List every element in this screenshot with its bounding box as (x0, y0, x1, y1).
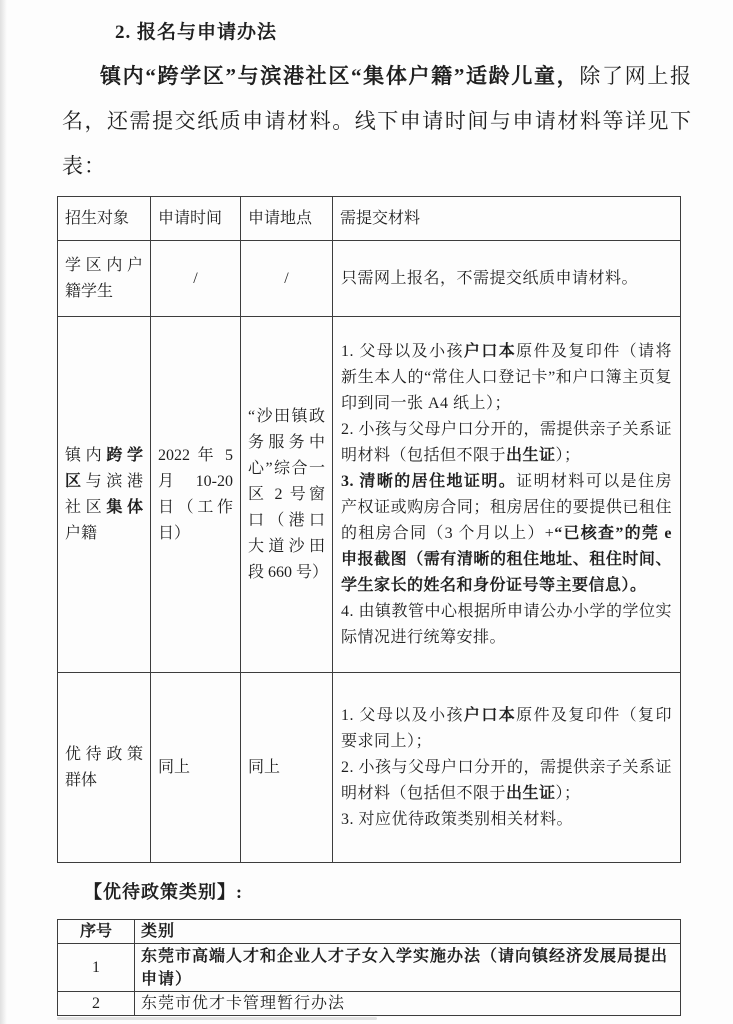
table-row (58, 317, 681, 673)
policy-category-table (57, 919, 681, 1016)
cell-materials (333, 317, 681, 673)
cell-time: 2022 年 5 月 10-20 日（工作日） (151, 317, 241, 673)
cell-time: / (151, 241, 241, 317)
section-heading: 2. 报名与申请办法 (115, 22, 278, 43)
col-header-materials: 需提交材料 (333, 197, 681, 241)
material-item: 只需网上报名，不需提交纸质申请材料。 (341, 269, 639, 287)
table-header-row (58, 197, 681, 241)
cell-materials (333, 673, 681, 863)
material-item: 3. 对应优待政策类别相关材料。 (341, 810, 574, 828)
cell-place: 同上 (241, 673, 333, 863)
table-row (58, 673, 681, 863)
scan-artifact (57, 1017, 377, 1020)
col-header-time: 申请时间 (151, 197, 241, 241)
cell-number: 1 (58, 944, 135, 992)
cell-number: 2 (58, 992, 135, 1016)
col-header-category: 类别 (135, 920, 681, 944)
cell-target: 学区内户籍学生 (58, 241, 151, 317)
intro-paragraph: 镇内“跨学区”与滨港社区“集体户籍”适龄儿童，除了网上报名，还需提交纸质申请材料。线下申请时间与申请材料等详见下表： (62, 64, 693, 178)
col-header-target: 招生对象 (58, 197, 151, 241)
cell-category: 东莞市高端人才和企业人才子女入学实施办法（请向镇经济发展局提出申请） (135, 944, 681, 992)
col-header-place: 申请地点 (241, 197, 333, 241)
application-table (57, 196, 681, 863)
material-item: 2. 小孩与父母户口分开的，需提供亲子关系证明材料（包括但不限于出生证）； (341, 758, 673, 802)
policy-row (58, 944, 681, 992)
material-item: 3. 清晰的居住地证明。证明材料可以是住房产权证或购房合同；租房居住的要提供已租住的租房合同（3 个月以上）+“已核查”的莞 e 申报截图（需有清晰的租住地址、租住时间、学生家长的姓名和身份证号等主要信息）。 (341, 472, 672, 594)
material-item: 4. 由镇教管中心根据所申请公办小学的学位实际情况进行统筹安排。 (341, 602, 673, 646)
cell-materials (333, 241, 681, 317)
cell-target: 优待政策群体 (58, 673, 151, 863)
material-item: 1. 父母以及小孩户口本原件及复印件（复印要求同上）； (341, 706, 672, 750)
table-row (58, 241, 681, 317)
cell-time: 同上 (151, 673, 241, 863)
cell-target: 镇内跨学区与滨港社区集体户籍 (58, 317, 151, 673)
cell-place: “沙田镇政务服务中心”综合一区 2 号窗口（港口大道沙田段 660 号） (241, 317, 333, 673)
cell-place: / (241, 241, 333, 317)
col-header-number: 序号 (58, 920, 135, 944)
policy-header-row (58, 920, 681, 944)
cell-category: 东莞市优才卡管理暂行办法 (135, 992, 681, 1016)
policy-row (58, 992, 681, 1016)
material-item: 1. 父母以及小孩户口本原件及复印件（请将新生本人的“常住人口登记卡”和户口簿主页复印到同一张 A4 纸上）； (341, 342, 672, 412)
material-item: 2. 小孩与父母户口分开的，需提供亲子关系证明材料（包括但不限于出生证）； (341, 420, 673, 464)
policy-category-heading: 【优待政策类别】: (84, 882, 243, 902)
